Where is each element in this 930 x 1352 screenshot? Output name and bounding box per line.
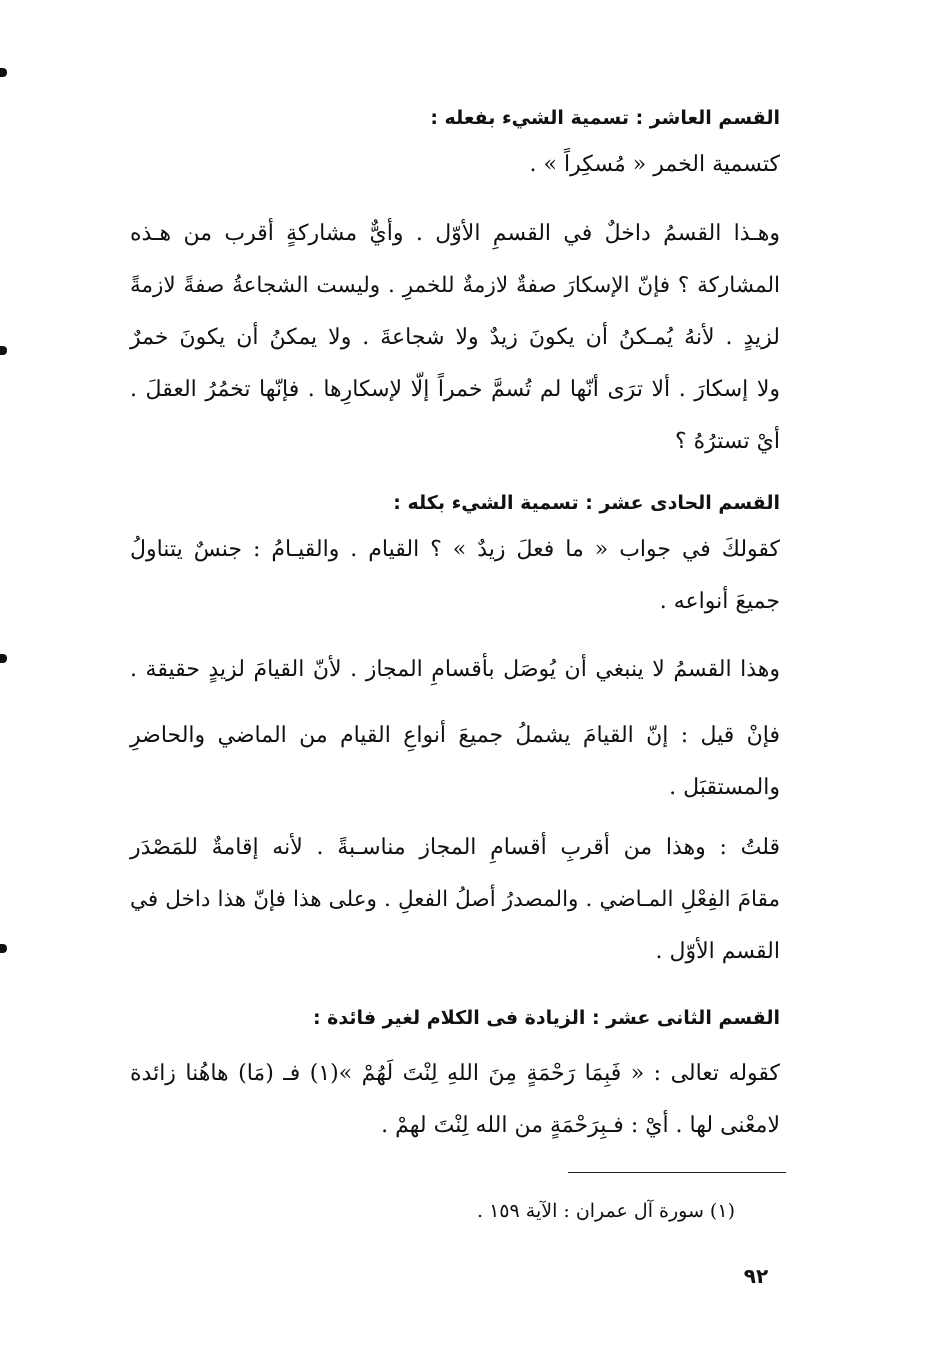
text-line: وهـذا القسمُ داخلٌ في القسمِ الأوّل . وأيٌّ مشاركةٍ أقرب من هـذه xyxy=(130,221,780,246)
text-line: ولا إسكارَ . ألا ترَى أنّها لم تُسمَّ خمراً إلّا لإسكارِها . فإنّها تخمُرُ العقلَ . xyxy=(130,377,780,402)
paragraph xyxy=(130,710,780,814)
page-number: ٩٢ xyxy=(743,1264,769,1288)
paragraph xyxy=(130,644,780,696)
edge-mark xyxy=(0,68,7,77)
paragraph xyxy=(130,1048,780,1152)
text-line: لامعْنى لها . أيْ : فـبِرَحْمَةٍ من الله لِنْتَ لهمْ . xyxy=(381,1113,780,1138)
text-line: قلتُ : وهذا من أقربِ أقسامِ المجاز مناسـبةً . لأنه إقامةٌ للمَصْدَر xyxy=(130,835,780,860)
text-line: لزيدٍ . لأنهُ يُمـكنُ أن يكونَ زيدٌ ولا شجاعةَ . ولا يمكنُ أن يكونَ خمرٌ xyxy=(130,325,780,350)
paragraph xyxy=(130,208,780,468)
text-line: كقولكَ في جواب « ما فعلَ زيدٌ » ؟ القيام . والقيـامُ : جنسٌ يتناولُ xyxy=(130,537,780,562)
text-line: أيْ تسترُهُ ؟ xyxy=(674,429,780,454)
section-heading: القسم الثانى عشر : الزيادة فى الكلام لغير فائدة : xyxy=(312,1007,780,1029)
text-line: والمستقبَل . xyxy=(669,775,780,800)
section-heading: القسم العاشر : تسمية الشيء بفعله : xyxy=(430,107,780,129)
footnote-separator xyxy=(568,1172,786,1173)
text-line: القسم الأوّل . xyxy=(655,939,780,964)
text-line: المشاركة ؟ فإنّ الإسكارَ صفةٌ لازمةٌ للخمرِ . وليست الشجاعةُ صفةً لازمةً xyxy=(130,273,780,298)
edge-mark xyxy=(0,944,7,953)
edge-mark xyxy=(0,346,7,355)
text-line: وهذا القسمُ لا ينبغي أن يُوصَل بأقسامِ المجاز . لأنّ القيامَ لزيدٍ حقيقة . xyxy=(130,657,780,682)
edge-mark xyxy=(0,654,7,663)
text-line: كقوله تعالى : « فَبِمَا رَحْمَةٍ مِنَ اللهِ لِنْتَ لَهُمْ »(١) فـ (مَا) هاهُنا زائدة xyxy=(130,1061,780,1086)
paragraph xyxy=(130,524,780,628)
text-line: كتسمية الخمر « مُسكِراً » . xyxy=(529,152,780,177)
paragraph xyxy=(130,139,780,191)
paragraph xyxy=(130,822,780,978)
text-line: مقامَ الفِعْلِ المـاضي . والمصدرُ أصلُ الفعلِ . وعلى هذا فإنّ هذا داخل في xyxy=(130,887,780,912)
text-line: جميعَ أنواعه . xyxy=(659,589,780,614)
footnote: (١) سورة آل عمران : الآية ١٥٩ . xyxy=(477,1200,735,1222)
text-line: فإنْ قيل : إنّ القيامَ يشملُ جميعَ أنواعِ القيام من الماضي والحاضرِ xyxy=(130,723,780,748)
section-heading: القسم الحادى عشر : تسمية الشيء بكله : xyxy=(393,492,780,514)
